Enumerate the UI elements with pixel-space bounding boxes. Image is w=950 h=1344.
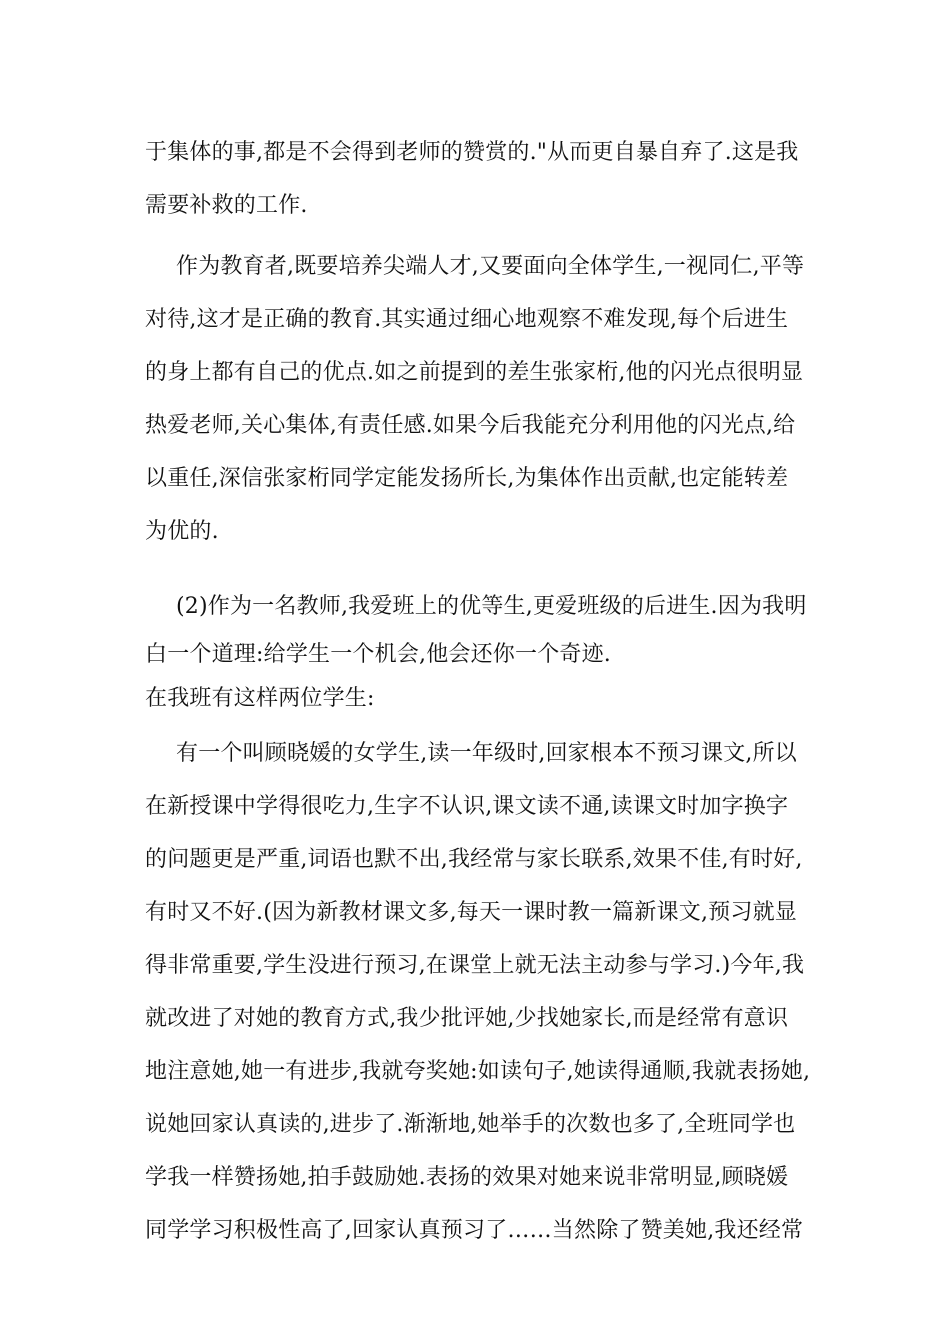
text-line: 说她回家认真读的,进步了.渐渐地,她举手的次数也多了,全班同学也: [145, 1112, 796, 1137]
text-line: 白一个道理:给学生一个机会,他会还你一个奇迹.: [145, 642, 611, 667]
text-line: 同学学习积极性高了,回家认真预习了……当然除了赞美她,我还经常: [145, 1218, 804, 1243]
paragraph-spacer: [145, 558, 810, 580]
text-line: 对待,这才是正确的教育.其实通过细心地观察不难发现,每个后进生: [145, 307, 789, 332]
paragraph-5: [145, 727, 810, 1257]
text-line: 在新授课中学得很吃力,生字不认识,课文读不通,读课文时加字换字: [145, 794, 789, 819]
text-line: 的身上都有自己的优点.如之前提到的差生张家桁,他的闪光点很明显: [145, 360, 804, 385]
text-line: 得非常重要,学生没进行预习,在课堂上就无法主动参与学习.)今年,我: [145, 953, 805, 978]
text-line: 就改进了对她的教育方式,我少批评她,少找她家长,而是经常有意识: [145, 1006, 789, 1031]
text-line: 有时又不好.(因为新教材课文多,每天一课时教一篇新课文,预习就显: [145, 900, 797, 925]
text-line: 以重任,深信张家桁同学定能发扬所长,为集体作出贡献,也定能转差: [145, 466, 789, 491]
text-line: 需要补救的工作.: [145, 193, 308, 218]
text-line: 的问题更是严重,词语也默不出,我经常与家长联系,效果不佳,有时好,: [145, 847, 803, 872]
text-line: (2)作为一名教师,我爱班上的优等生,更爱班级的后进生.因为我明: [176, 594, 807, 619]
text-line: 学我一样赞扬她,拍手鼓励她.表扬的效果对她来说非常明显,顾晓媛: [145, 1165, 789, 1190]
text-line: 有一个叫顾晓媛的女学生,读一年级时,回家根本不预习课文,所以: [176, 741, 797, 766]
paragraph-2: [145, 240, 810, 558]
document-page: [145, 126, 810, 1257]
text-line: 作为教育者,既要培养尖端人才,又要面向全体学生,一视同仁,平等: [176, 254, 805, 279]
text-line: 于集体的事,都是不会得到老师的赞赏的."从而更自暴自弃了.这是我: [145, 140, 799, 165]
text-line: 在我班有这样两位学生:: [145, 686, 375, 711]
paragraph-4: [145, 677, 810, 721]
text-line: 热爱老师,关心集体,有责任感.如果今后我能充分利用他的闪光点,给: [145, 413, 796, 438]
text-line: 为优的.: [145, 519, 219, 544]
paragraph-3: [145, 580, 810, 677]
paragraph-1: [145, 126, 810, 232]
text-line: 地注意她,她一有进步,我就夸奖她:如读句子,她读得通顺,我就表扬她,: [145, 1059, 811, 1084]
